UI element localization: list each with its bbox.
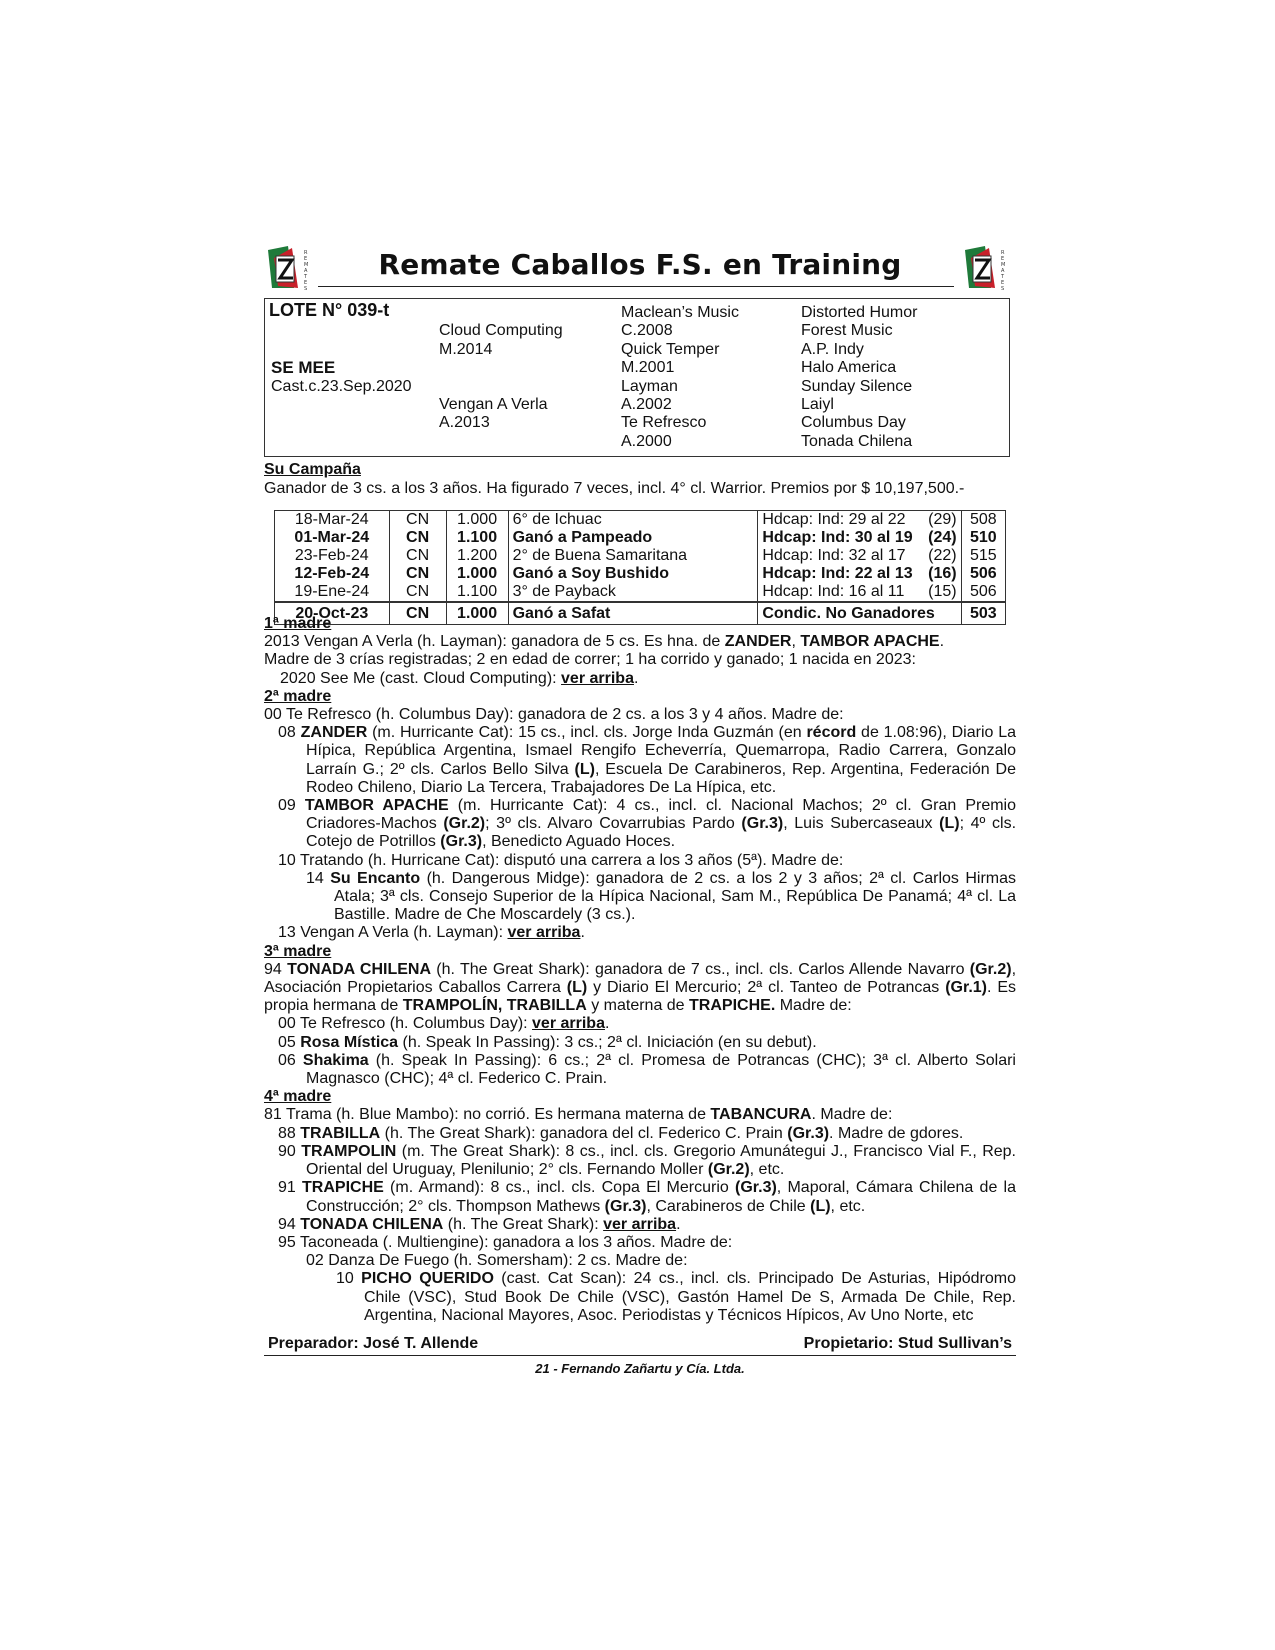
race-distance: 1.000 xyxy=(446,602,508,624)
race-row xyxy=(275,583,1005,602)
third-dam-heading: 3ª madre xyxy=(264,942,332,960)
sire-description: M.2014 xyxy=(439,341,493,358)
fourth-dam-heading: 4ª madre xyxy=(264,1088,332,1106)
dam-name: Vengan A Verla xyxy=(439,396,548,413)
svg-text:A: A xyxy=(1001,268,1005,274)
dam-description: A.2013 xyxy=(439,414,490,431)
pedigree-line: 13 Vengan A Verla (h. Layman): ver arriba. xyxy=(278,924,585,942)
race-record-table xyxy=(274,510,1006,625)
pedigree-line: 08 ZANDER (m. Hurricante Cat): 15 cs., incl. cls. Jorge Inda Guzmán (en récord de 1.08:96), Diario La Hípica, República Argentina, Ismael Rengifo Echeverría, Quemarropa, Radio Carrera, Gonzalo Larraín G.; 2º cls. Carlos Bello Silva (L), Escuela De Carabineros, Rep. Argentina, Federación De Rodeo Chileno, Diario La Tercera, Trabajadores De La Hípica, etc. xyxy=(278,724,1017,796)
race-handicap: Hdcap: Ind: 32 al 17 xyxy=(762,547,906,564)
ver-arriba-link[interactable]: ver arriba xyxy=(603,1215,677,1233)
race-field-rank: (16) xyxy=(928,565,957,582)
pedigree-line: 2020 See Me (cast. Cloud Computing): ver arriba. xyxy=(280,669,639,687)
svg-text:E: E xyxy=(1001,280,1005,286)
race-result: Ganó a Safat xyxy=(508,602,758,624)
pedigree-col3-item: C.2008 xyxy=(621,322,673,339)
race-row xyxy=(275,547,1005,565)
race-result: Ganó a Pampeado xyxy=(508,529,758,547)
lote-pedigree-box xyxy=(264,298,1010,457)
pedigree-col3-item: M.2001 xyxy=(621,359,675,376)
race-result: 3° de Payback xyxy=(508,583,758,602)
campaign-section xyxy=(264,460,1016,498)
race-track: CN xyxy=(389,565,446,583)
race-weight: 503 xyxy=(961,602,1005,624)
race-distance: 1.200 xyxy=(446,547,508,565)
pedigree-line: 10 PICHO QUERIDO (cast. Cat Scan): 24 cs., incl. cls. Principado De Asturias, Hipódromo Chile (VSC), Stud Book De Chile (VSC), Gastón Hamel De S, Armada De Chile, Rep. Argentina, Nacional Mayores, Asoc. Periodistas y Técnicos Hípicos, Av Uno Norte, etc xyxy=(336,1270,1016,1324)
race-condition xyxy=(758,511,961,529)
race-date: 18-Mar-24 xyxy=(275,511,389,529)
race-result: Ganó a Soy Bushido xyxy=(508,565,758,583)
pedigree-col3-item: Layman xyxy=(621,378,678,395)
race-distance: 1.100 xyxy=(446,529,508,547)
race-track: CN xyxy=(389,547,446,565)
race-date: 20-Oct-23 xyxy=(275,602,389,624)
pedigree-line: 88 TRABILLA (h. The Great Shark): ganadora del cl. Federico C. Prain (Gr.3). Madre de gdores. xyxy=(278,1124,964,1142)
race-condition xyxy=(758,565,961,583)
race-handicap: Hdcap: Ind: 29 al 22 xyxy=(762,511,906,528)
pedigree-line: 90 TRAMPOLIN (m. The Great Shark): 8 cs., incl. cls. Gregorio Amunátegui J., Francisco Vial F., Rep. Oriental del Uruguay, Plenilunio; 2° cls. Fernando Moller (Gr.2), etc. xyxy=(278,1142,1017,1179)
race-track: CN xyxy=(389,583,446,602)
pedigree-col4-item: A.P. Indy xyxy=(801,341,864,358)
race-result: 6° de Ichuac xyxy=(508,511,758,529)
pedigree-col3-item: Te Refresco xyxy=(621,414,707,431)
pedigree-col4-item: Forest Music xyxy=(801,322,893,339)
pedigree-line: 94 TONADA CHILENA (h. The Great Shark): ganadora de 7 cs., incl. cls. Carlos Allende Navarro (Gr.2), Asociación Propietarios Caballos Carrera (L) y Diario El Mercurio; 2ª cl. Tanteo de Potrancas (Gr.1). Es propia hermana de TRAMPOLÍN, TRABILLA y materna de TRAPICHE. Madre de: xyxy=(264,960,1017,1015)
svg-text:E: E xyxy=(304,256,308,262)
remates-logo-right xyxy=(961,244,1016,290)
pedigree-line: Madre de 3 crías registradas; 2 en edad de correr; 1 ha corrido y ganado; 1 nacida en 2023: xyxy=(264,651,916,669)
remates-logo-left xyxy=(264,244,319,290)
svg-text:R: R xyxy=(304,250,308,256)
svg-text:S: S xyxy=(1001,286,1005,290)
race-weight: 508 xyxy=(969,511,997,528)
race-weight: 515 xyxy=(969,547,997,564)
page-title: Remate Caballos F.S. en Training xyxy=(378,248,902,281)
pedigree-notes xyxy=(264,615,1016,1325)
pedigree-col4-item: Halo America xyxy=(801,359,897,376)
race-field-rank: (15) xyxy=(928,583,957,600)
race-date: 12-Feb-24 xyxy=(275,565,389,583)
ver-arriba-link[interactable]: ver arriba xyxy=(561,669,634,687)
race-row xyxy=(275,529,1005,547)
pedigree-line: 94 TONADA CHILENA (h. The Great Shark): ver arriba. xyxy=(278,1215,681,1233)
race-condition: Condic. No Ganadores xyxy=(758,602,961,624)
race-distance: 1.000 xyxy=(446,511,508,529)
race-result: 2° de Buena Samaritana xyxy=(508,547,758,565)
pedigree-line: 00 Te Refresco (h. Columbus Day): ver arriba. xyxy=(278,1015,610,1033)
race-track: CN xyxy=(389,511,446,529)
race-field-rank: (22) xyxy=(928,547,957,564)
svg-text:S: S xyxy=(304,286,308,290)
race-condition xyxy=(758,529,961,547)
race-track: CN xyxy=(389,529,446,547)
race-weight: 506 xyxy=(969,583,997,600)
pedigree-col4-item: Columbus Day xyxy=(801,414,906,431)
race-date: 19-Ene-24 xyxy=(275,583,389,602)
svg-text:M: M xyxy=(1001,262,1006,268)
ver-arriba-link[interactable]: ver arriba xyxy=(507,924,581,942)
pedigree-col3-item: Quick Temper xyxy=(621,341,720,358)
race-distance: 1.100 xyxy=(446,583,508,602)
race-handicap: Hdcap: Ind: 30 al 19 xyxy=(762,529,913,546)
pedigree-col4-item: Sunday Silence xyxy=(801,378,913,395)
lote-title: LOTE N° 039-t xyxy=(269,300,390,320)
svg-text:R: R xyxy=(1001,250,1005,256)
svg-text:A: A xyxy=(304,268,308,274)
svg-text:T: T xyxy=(1001,274,1005,280)
pedigree-line: 00 Te Refresco (h. Columbus Day): ganadora de 2 cs. a los 3 y 4 años. Madre de: xyxy=(264,706,844,724)
race-date: 23-Feb-24 xyxy=(275,547,389,565)
pedigree-col3-item: A.2002 xyxy=(621,396,672,413)
race-distance: 1.000 xyxy=(446,565,508,583)
trainer-label: Preparador: José T. Allende xyxy=(268,1335,479,1352)
race-weight: 506 xyxy=(969,565,997,582)
pedigree-line: 95 Taconeada (. Multiengine): ganadora a los 3 años. Madre de: xyxy=(278,1233,733,1251)
race-handicap: Hdcap: Ind: 16 al 11 xyxy=(762,583,905,600)
race-field-rank: (24) xyxy=(928,529,957,546)
pedigree-line: 10 Tratando (h. Hurricane Cat): disputó una carrera a los 3 años (5ª). Madre de: xyxy=(278,851,844,869)
pedigree-line: 2013 Vengan A Verla (h. Layman): ganadora de 5 cs. Es hna. de ZANDER, TAMBOR APACHE. xyxy=(264,633,945,651)
pedigree-line: 06 Shakima (h. Speak In Passing): 6 cs.; 2ª cl. Promesa de Potrancas (CHC); 3ª cl. Alberto Solari Magnasco (CHC); 4ª cl. Federico C. Prain. xyxy=(278,1051,1016,1088)
campaign-summary: Ganador de 3 cs. a los 3 años. Ha figurado 7 veces, incl. 4° cl. Warrior. Premios por $ 10,197,500.- xyxy=(264,480,965,497)
race-track: CN xyxy=(389,602,446,624)
svg-text:E: E xyxy=(304,280,308,286)
horse-description: Cast.c.23.Sep.2020 xyxy=(271,378,412,395)
campaign-heading: Su Campaña xyxy=(264,461,361,478)
sire-name: Cloud Computing xyxy=(439,322,563,339)
svg-text:T: T xyxy=(304,274,308,280)
race-weight: 510 xyxy=(969,529,997,546)
svg-text:M: M xyxy=(304,262,309,268)
race-date: 01-Mar-24 xyxy=(275,529,389,547)
pedigree-col4-item: Tonada Chilena xyxy=(801,433,913,450)
pedigree-line: 91 TRAPICHE (m. Armand): 8 cs., incl. cls. Copa El Mercurio (Gr.3), Maporal, Cámara Chilena de la Construcción; 2° cls. Thompson Mathews (Gr.3), Carabineros de Chile (L), etc. xyxy=(278,1179,1017,1215)
pedigree-line: 09 TAMBOR APACHE (m. Hurricante Cat): 4 cs., incl. cl. Nacional Machos; 2º cl. Gran Premio Criadores-Machos (Gr.2); 3º cls. Alvaro Covarrubias Pardo (Gr.3), Luis Subercaseaux (L); 4º cls. Cotejo de Potrillos (Gr.3), Benedicto Aguado Hoces. xyxy=(278,797,1017,851)
horse-name: SE MEE xyxy=(271,358,336,377)
race-row xyxy=(275,565,1005,583)
pedigree-line: 02 Danza De Fuego (h. Somersham): 2 cs. Madre de: xyxy=(306,1252,688,1270)
second-dam-heading: 2ª madre xyxy=(264,687,332,705)
svg-text:E: E xyxy=(1001,256,1005,262)
race-field-rank: (29) xyxy=(928,511,957,528)
pedigree-col3-item: A.2000 xyxy=(621,433,672,450)
pedigree-col4-item: Laiyl xyxy=(801,396,834,413)
footer-divider xyxy=(264,1355,1016,1356)
race-condition xyxy=(758,547,961,565)
pedigree-col3-item: Maclean’s Music xyxy=(621,304,739,321)
page-number-credit: 21 - Fernando Zañartu y Cía. Ltda. xyxy=(535,1361,745,1376)
pedigree-line: 81 Trama (h. Blue Mambo): no corrió. Es hermana materna de TABANCURA. Madre de: xyxy=(264,1106,893,1124)
pedigree-line: 14 Su Encanto (h. Dangerous Midge): ganadora de 2 cs. a los 2 y 3 años; 2ª cl. Carlos Hirmas Atala; 3ª cls. Consejo Superior de la Hípica Nacional, Sam M., República De Panamá; 4ª cl. La Bastille. Madre de Che Moscardely (3 cs.). xyxy=(306,869,1016,924)
pedigree-line: 05 Rosa Mística (h. Speak In Passing): 3 cs.; 2ª cl. Iniciación (en su debut). xyxy=(278,1033,817,1051)
race-condition xyxy=(758,583,961,602)
race-handicap: Hdcap: Ind: 22 al 13 xyxy=(762,565,913,582)
pedigree-col4-item: Distorted Humor xyxy=(801,304,918,321)
ver-arriba-link[interactable]: ver arriba xyxy=(532,1015,605,1033)
owner-label: Propietario: Stud Sullivan’s xyxy=(803,1335,1012,1352)
header-divider xyxy=(318,286,954,287)
first-dam-heading: 1ª madre xyxy=(264,615,332,632)
race-row xyxy=(275,511,1005,529)
